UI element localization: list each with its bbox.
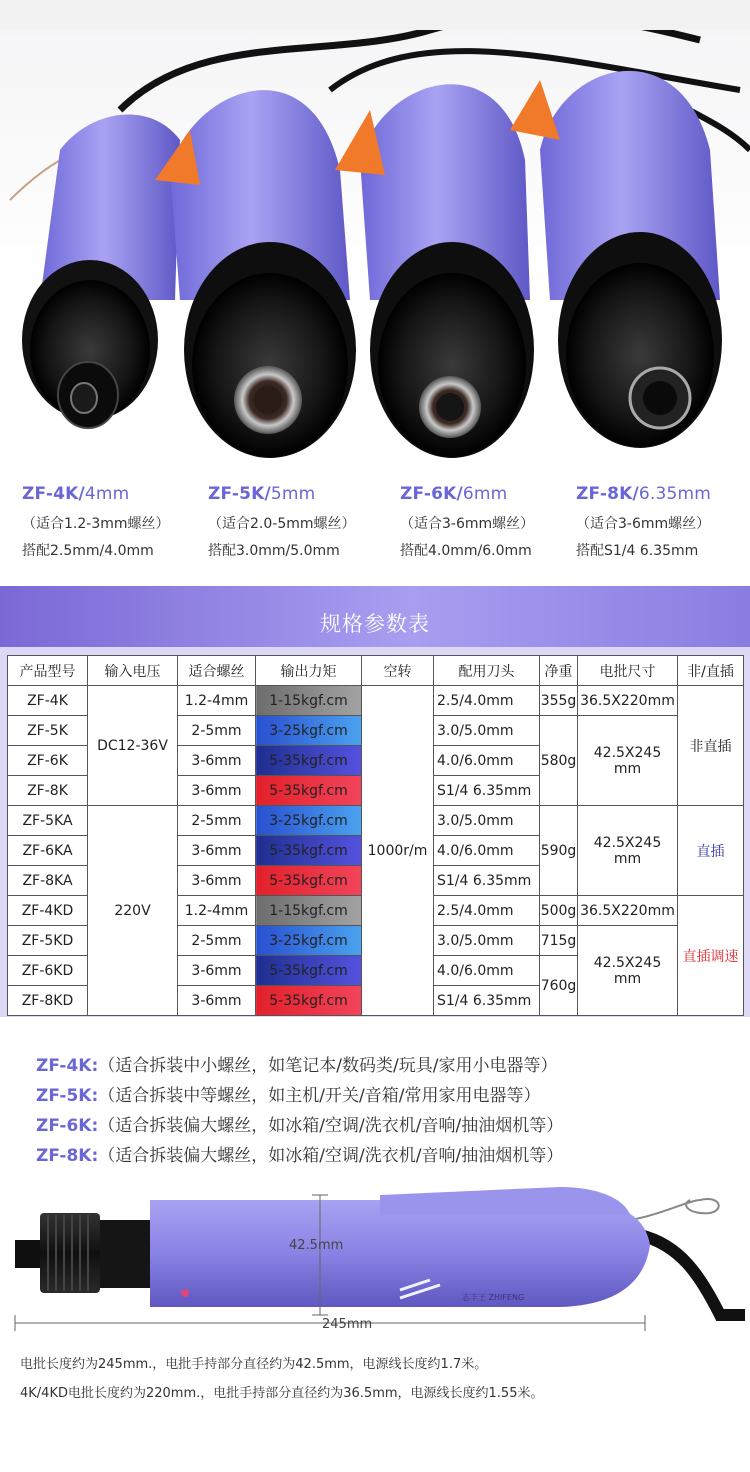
- size-cell: 42.5X245 mm: [578, 806, 678, 896]
- torque-cell: 1-15kgf.cm: [256, 896, 362, 926]
- model-cell: ZF-4K: [8, 686, 88, 716]
- bit-cell: 4.0/6.0mm: [434, 746, 540, 776]
- use-note: [36, 1141, 563, 1166]
- screwdrivers-illustration: [0, 0, 750, 478]
- brand-logo: 志丰王 ZHIFENG: [462, 1293, 525, 1302]
- screwdriver-4k: [22, 115, 180, 428]
- bit-cell: 2.5/4.0mm: [434, 686, 540, 716]
- caption-8k: [576, 484, 748, 560]
- weight-cell: 500g: [540, 896, 578, 926]
- screwdriver-8k: [510, 71, 722, 448]
- diameter-label: 42.5mm: [289, 1238, 344, 1253]
- header-cell: 适合螺丝: [178, 656, 256, 686]
- use-text: （适合拆装偏大螺丝，如冰箱/空调/洗衣机/音响/抽油烟机等）: [98, 1116, 564, 1136]
- dimension-note: 电批长度约为245mm.，电批手持部分直径约为42.5mm，电源线长度约1.7米。: [20, 1357, 488, 1372]
- caption-pair: 搭配3.0mm/5.0mm: [208, 543, 340, 559]
- bit-cell: 4.0/6.0mm: [434, 956, 540, 986]
- screw-cell: 3-6mm: [178, 986, 256, 1016]
- model-cell: ZF-8K: [8, 776, 88, 806]
- caption-model: ZF-4K/4mm: [22, 484, 130, 504]
- bit-cell: 3.0/5.0mm: [434, 926, 540, 956]
- caption-model: ZF-6K/6mm: [400, 484, 508, 504]
- use-text: （适合拆装中等螺丝，如主机/开关/音箱/常用家用电器等）: [98, 1086, 541, 1106]
- spec-table-wrapper: [0, 647, 750, 1017]
- use-model: ZF-6K:: [36, 1116, 99, 1136]
- spec-title: 规格参数表: [320, 612, 430, 636]
- header-cell: 电批尺寸: [578, 656, 678, 686]
- torque-cell: 5-35kgf.cm: [256, 746, 362, 776]
- dimension-note: 4K/4KD电批长度约为220mm.，电批手持部分直径约为36.5mm，电源线长度约1.55米。: [20, 1386, 544, 1401]
- use-text: （适合拆装中小螺丝，如笔记本/数码类/玩具/家用小电器等）: [98, 1056, 558, 1076]
- screw-cell: 3-6mm: [178, 746, 256, 776]
- screw-cell: 1.2-4mm: [178, 896, 256, 926]
- bit-cell: 2.5/4.0mm: [434, 896, 540, 926]
- caption-fit: （适合3-6mm螺丝）: [400, 516, 535, 532]
- torque-cell: 5-35kgf.cm: [256, 956, 362, 986]
- caption-6k: [400, 484, 590, 560]
- torque-cell: 5-35kgf.cm: [256, 836, 362, 866]
- bit-cell: S1/4 6.35mm: [434, 986, 540, 1016]
- screwdriver-6k: [335, 84, 534, 458]
- voltage-cell: 220V: [88, 806, 178, 1016]
- size-cell: 36.5X220mm: [578, 686, 678, 716]
- use-note: [36, 1111, 563, 1136]
- caption-model: ZF-5K/5mm: [208, 484, 316, 504]
- screw-cell: 2-5mm: [178, 716, 256, 746]
- torque-cell: 1-15kgf.cm: [256, 686, 362, 716]
- size-cell: 42.5X245 mm: [578, 716, 678, 806]
- torque-cell: 3-25kgf.cm: [256, 806, 362, 836]
- model-cell: ZF-5KD: [8, 926, 88, 956]
- torque-cell: 5-35kgf.cm: [256, 776, 362, 806]
- model-cell: ZF-5KA: [8, 806, 88, 836]
- model-cell: ZF-8KD: [8, 986, 88, 1016]
- header-cell: 空转: [362, 656, 434, 686]
- top-band: [0, 0, 750, 30]
- header-cell: 净重: [540, 656, 578, 686]
- weight-cell: 355g: [540, 686, 578, 716]
- screw-cell: 3-6mm: [178, 836, 256, 866]
- screw-cell: 3-6mm: [178, 956, 256, 986]
- voltage-cell: DC12-36V: [88, 686, 178, 806]
- type-cell: 非直插: [678, 686, 744, 806]
- use-model: ZF-5K:: [36, 1086, 99, 1106]
- caption-fit: （适合2.0-5mm螺丝）: [208, 516, 356, 532]
- bit-cell: S1/4 6.35mm: [434, 776, 540, 806]
- header-cell: 非/直插: [678, 656, 744, 686]
- caption-model: ZF-8K/6.35mm: [576, 484, 712, 504]
- length-label: 245mm: [322, 1317, 373, 1332]
- torque-cell: 3-25kgf.cm: [256, 716, 362, 746]
- bit-cell: 4.0/6.0mm: [434, 836, 540, 866]
- screw-cell: 3-6mm: [178, 776, 256, 806]
- spec-table: [7, 655, 744, 1016]
- model-cell: ZF-6K: [8, 746, 88, 776]
- screw-cell: 2-5mm: [178, 806, 256, 836]
- size-cell: 42.5X245 mm: [578, 926, 678, 1016]
- bit-cell: 3.0/5.0mm: [434, 716, 540, 746]
- weight-cell: 580g: [540, 716, 578, 806]
- dimension-photo: [0, 1165, 750, 1345]
- caption-fit: （适合3-6mm螺丝）: [576, 516, 711, 532]
- model-cell: ZF-6KA: [8, 836, 88, 866]
- model-cell: ZF-8KA: [8, 866, 88, 896]
- caption-pair: 搭配S1/4 6.35mm: [576, 543, 699, 559]
- weight-cell: 715g: [540, 926, 578, 956]
- size-cell: 36.5X220mm: [578, 896, 678, 926]
- caption-pair: 搭配4.0mm/6.0mm: [400, 543, 532, 559]
- header-cell: 输出力矩: [256, 656, 362, 686]
- caption-pair: 搭配2.5mm/4.0mm: [22, 543, 154, 559]
- model-cell: ZF-4KD: [8, 896, 88, 926]
- screwdriver-5k: [155, 90, 356, 458]
- bit-cell: 3.0/5.0mm: [434, 806, 540, 836]
- torque-cell: 5-35kgf.cm: [256, 866, 362, 896]
- torque-cell: 3-25kgf.cm: [256, 926, 362, 956]
- type-cell: 直插调速: [678, 896, 744, 1016]
- idle-cell: 1000r/m: [362, 686, 434, 1016]
- use-note: [36, 1051, 557, 1076]
- screw-cell: 2-5mm: [178, 926, 256, 956]
- weight-cell: 590g: [540, 806, 578, 896]
- bit-cell: S1/4 6.35mm: [434, 866, 540, 896]
- use-model: ZF-8K:: [36, 1146, 99, 1166]
- header-cell: 配用刀头: [434, 656, 540, 686]
- caption-4k: [22, 484, 212, 560]
- use-model: ZF-4K:: [36, 1056, 99, 1076]
- model-cell: ZF-5K: [8, 716, 88, 746]
- caption-5k: [208, 484, 398, 560]
- use-note: [36, 1081, 540, 1106]
- header-cell: 输入电压: [88, 656, 178, 686]
- caption-fit: （适合1.2-3mm螺丝）: [22, 516, 170, 532]
- use-text: （适合拆装偏大螺丝，如冰箱/空调/洗衣机/音响/抽油烟机等）: [98, 1146, 564, 1166]
- product-photo: [0, 0, 750, 478]
- table-row: [8, 686, 744, 716]
- screwdriver-side-illustration: [0, 1165, 750, 1345]
- screw-cell: 1.2-4mm: [178, 686, 256, 716]
- header-cell: 产品型号: [8, 656, 88, 686]
- torque-cell: 5-35kgf.cm: [256, 986, 362, 1016]
- model-cell: ZF-6KD: [8, 956, 88, 986]
- weight-cell: 760g: [540, 956, 578, 1016]
- type-cell: 直插: [678, 806, 744, 896]
- spec-header-row: [8, 656, 744, 686]
- screw-cell: 3-6mm: [178, 866, 256, 896]
